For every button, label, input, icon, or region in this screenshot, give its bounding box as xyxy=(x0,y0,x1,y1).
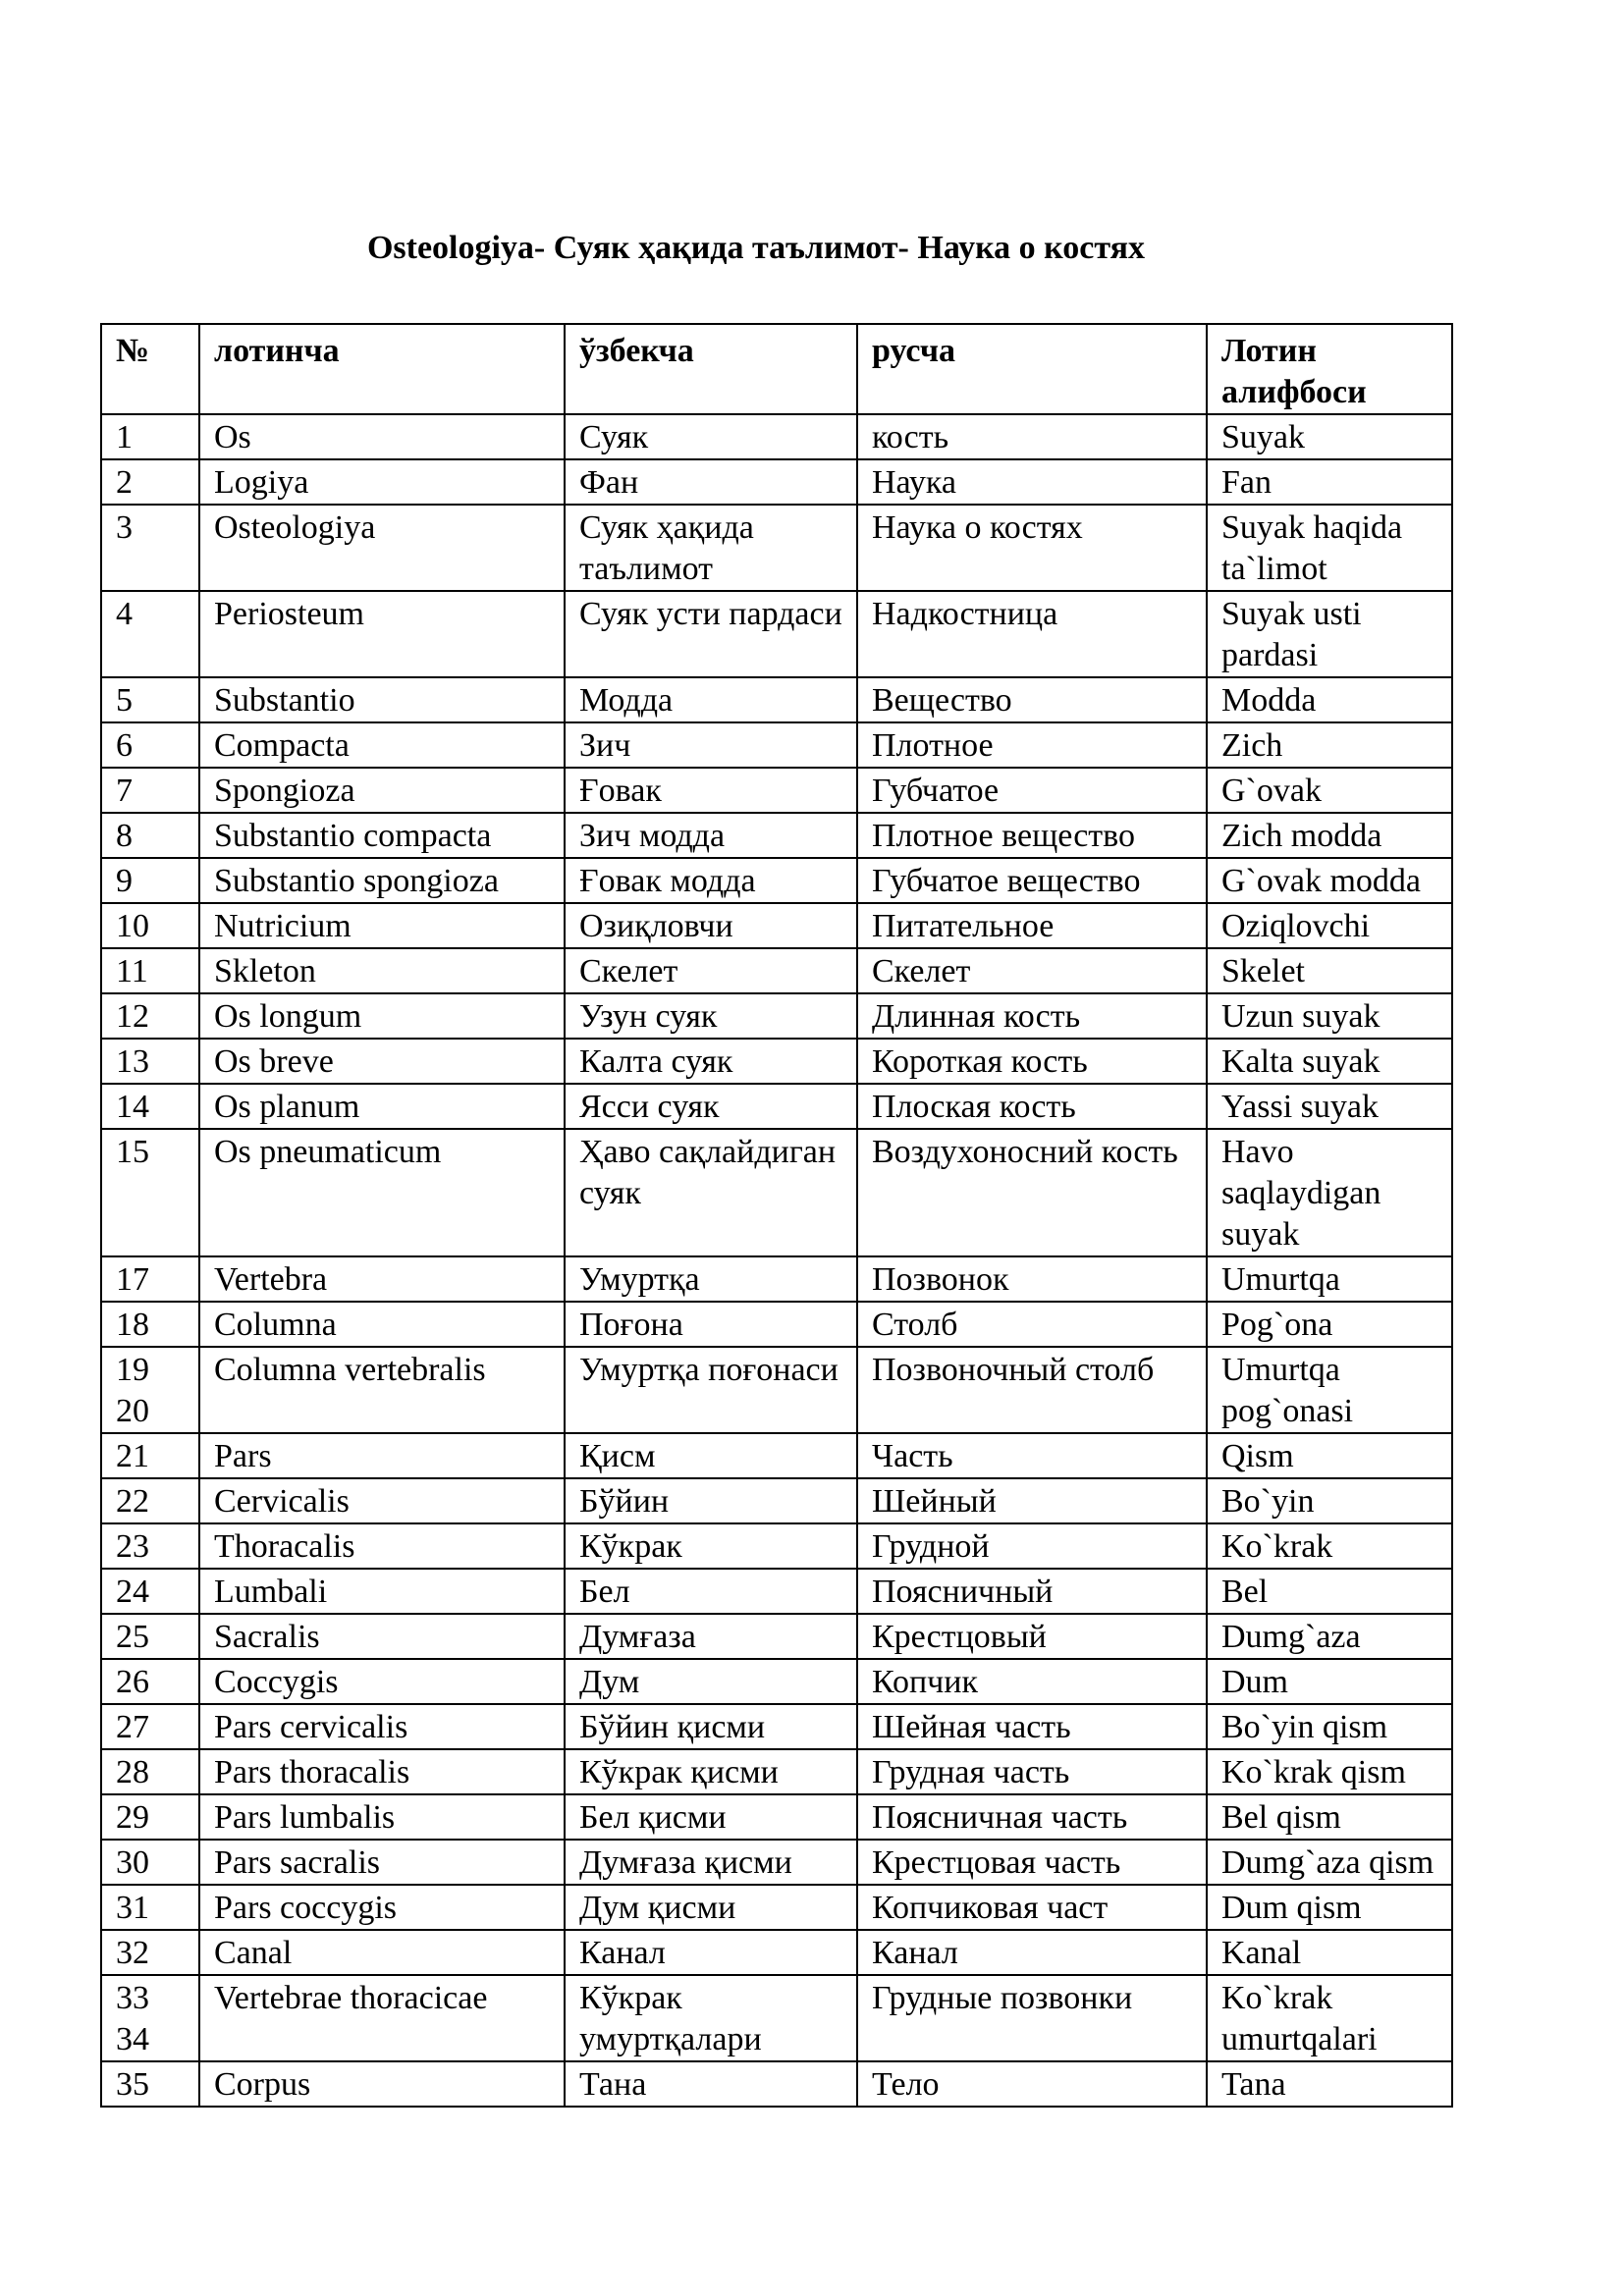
header-latin: лотинча xyxy=(199,324,565,414)
table-row xyxy=(101,722,1452,768)
uzbek-term: Думғаза xyxy=(565,1614,857,1659)
latin-term: Cervicalis xyxy=(199,1478,565,1523)
uzbek-latin-term: G`ovak xyxy=(1207,768,1452,813)
uzbek-latin-term: Dumg`aza xyxy=(1207,1614,1452,1659)
table-row xyxy=(101,1749,1452,1794)
row-number: 12 xyxy=(101,993,199,1039)
russian-term: Канал xyxy=(857,1930,1207,1975)
latin-term: Lumbali xyxy=(199,1569,565,1614)
table-row xyxy=(101,813,1452,858)
latin-term: Pars thoracalis xyxy=(199,1749,565,1794)
uzbek-latin-term: Suyak haqida ta`limot xyxy=(1207,505,1452,591)
russian-term: Скелет xyxy=(857,948,1207,993)
header-number: № xyxy=(101,324,199,414)
table-row xyxy=(101,2061,1452,2107)
uzbek-term: Думғаза қисми xyxy=(565,1840,857,1885)
latin-term: Pars coccygis xyxy=(199,1885,565,1930)
uzbek-latin-term: Modda xyxy=(1207,677,1452,722)
russian-term: Воздухоносний кость xyxy=(857,1129,1207,1256)
row-number: 24 xyxy=(101,1569,199,1614)
russian-term: Вещество xyxy=(857,677,1207,722)
latin-term: Logiya xyxy=(199,459,565,505)
table-row xyxy=(101,505,1452,591)
latin-term: Os planum xyxy=(199,1084,565,1129)
russian-term: Столб xyxy=(857,1302,1207,1347)
uzbek-latin-term: Zich xyxy=(1207,722,1452,768)
latin-term: Skleton xyxy=(199,948,565,993)
row-number: 33 34 xyxy=(101,1975,199,2061)
latin-term: Pars lumbalis xyxy=(199,1794,565,1840)
latin-term: Substantio spongioza xyxy=(199,858,565,903)
table-row xyxy=(101,1794,1452,1840)
uzbek-term: Қисм xyxy=(565,1433,857,1478)
row-number: 28 xyxy=(101,1749,199,1794)
russian-term: Крестцовый xyxy=(857,1614,1207,1659)
russian-term: Позвоночный столб xyxy=(857,1347,1207,1433)
table-row xyxy=(101,1256,1452,1302)
table-row xyxy=(101,1347,1452,1433)
latin-term: Substantio compacta xyxy=(199,813,565,858)
table-row xyxy=(101,1129,1452,1256)
uzbek-term: Кўкрак умуртқалари xyxy=(565,1975,857,2061)
russian-term: Наука xyxy=(857,459,1207,505)
table-row xyxy=(101,948,1452,993)
row-number: 29 xyxy=(101,1794,199,1840)
uzbek-latin-term: Ko`krak umurtqalari xyxy=(1207,1975,1452,2061)
table-header-row xyxy=(101,324,1452,414)
latin-term: Periosteum xyxy=(199,591,565,677)
uzbek-latin-term: Qism xyxy=(1207,1433,1452,1478)
uzbek-term: Кўкрак xyxy=(565,1523,857,1569)
table-row xyxy=(101,591,1452,677)
russian-term: Позвонок xyxy=(857,1256,1207,1302)
uzbek-term: Бўйин қисми xyxy=(565,1704,857,1749)
russian-term: Плотное xyxy=(857,722,1207,768)
russian-term: Грудной xyxy=(857,1523,1207,1569)
table-row xyxy=(101,858,1452,903)
uzbek-latin-term: Fan xyxy=(1207,459,1452,505)
row-number: 10 xyxy=(101,903,199,948)
russian-term: кость xyxy=(857,414,1207,459)
russian-term: Тело xyxy=(857,2061,1207,2107)
latin-term: Corpus xyxy=(199,2061,565,2107)
uzbek-latin-term: Havo saqlaydigan suyak xyxy=(1207,1129,1452,1256)
table-row xyxy=(101,1885,1452,1930)
table-body xyxy=(101,414,1452,2107)
table-row xyxy=(101,1302,1452,1347)
table-row xyxy=(101,1433,1452,1478)
table-row xyxy=(101,1478,1452,1523)
table-row xyxy=(101,459,1452,505)
uzbek-term: Поғона xyxy=(565,1302,857,1347)
uzbek-term: Дум қисми xyxy=(565,1885,857,1930)
russian-term: Надкостница xyxy=(857,591,1207,677)
row-number: 23 xyxy=(101,1523,199,1569)
russian-term: Грудные позвонки xyxy=(857,1975,1207,2061)
russian-term: Копчиковая част xyxy=(857,1885,1207,1930)
uzbek-latin-term: Pog`ona xyxy=(1207,1302,1452,1347)
latin-term: Thoracalis xyxy=(199,1523,565,1569)
uzbek-latin-term: Dum qism xyxy=(1207,1885,1452,1930)
latin-term: Spongioza xyxy=(199,768,565,813)
uzbek-latin-term: Ko`krak qism xyxy=(1207,1749,1452,1794)
latin-term: Vertebra xyxy=(199,1256,565,1302)
row-number: 9 xyxy=(101,858,199,903)
uzbek-latin-term: Bel qism xyxy=(1207,1794,1452,1840)
uzbek-term: Озиқловчи xyxy=(565,903,857,948)
latin-term: Nutricium xyxy=(199,903,565,948)
uzbek-term: Умуртқа xyxy=(565,1256,857,1302)
row-number: 7 xyxy=(101,768,199,813)
uzbek-latin-term: Yassi suyak xyxy=(1207,1084,1452,1129)
latin-term: Os pneumaticum xyxy=(199,1129,565,1256)
row-number: 31 xyxy=(101,1885,199,1930)
table-row xyxy=(101,1930,1452,1975)
uzbek-latin-term: Bo`yin xyxy=(1207,1478,1452,1523)
row-number: 11 xyxy=(101,948,199,993)
russian-term: Копчик xyxy=(857,1659,1207,1704)
uzbek-term: Бел xyxy=(565,1569,857,1614)
russian-term: Питательное xyxy=(857,903,1207,948)
latin-term: Canal xyxy=(199,1930,565,1975)
table-row xyxy=(101,1084,1452,1129)
uzbek-term: Скелет xyxy=(565,948,857,993)
row-number: 14 xyxy=(101,1084,199,1129)
row-number: 15 xyxy=(101,1129,199,1256)
uzbek-term: Кўкрак қисми xyxy=(565,1749,857,1794)
uzbek-latin-term: Kalta suyak xyxy=(1207,1039,1452,1084)
uzbek-term: Суяк ҳақида таълимот xyxy=(565,505,857,591)
russian-term: Губчатое xyxy=(857,768,1207,813)
russian-term: Грудная часть xyxy=(857,1749,1207,1794)
latin-term: Sacralis xyxy=(199,1614,565,1659)
uzbek-latin-term: Dumg`aza qism xyxy=(1207,1840,1452,1885)
row-number: 22 xyxy=(101,1478,199,1523)
uzbek-latin-term: Kanal xyxy=(1207,1930,1452,1975)
uzbek-latin-term: Bel xyxy=(1207,1569,1452,1614)
header-uzbek: ўзбекча xyxy=(565,324,857,414)
russian-term: Наука о костях xyxy=(857,505,1207,591)
table-row xyxy=(101,1523,1452,1569)
uzbek-latin-term: Uzun suyak xyxy=(1207,993,1452,1039)
russian-term: Плотное вещество xyxy=(857,813,1207,858)
row-number: 21 xyxy=(101,1433,199,1478)
russian-term: Шейная часть xyxy=(857,1704,1207,1749)
uzbek-term: Ясси суяк xyxy=(565,1084,857,1129)
uzbek-latin-term: Tana xyxy=(1207,2061,1452,2107)
uzbek-latin-term: Ko`krak xyxy=(1207,1523,1452,1569)
uzbek-term: Суяк xyxy=(565,414,857,459)
row-number: 2 xyxy=(101,459,199,505)
uzbek-term: Зич модда xyxy=(565,813,857,858)
table-row xyxy=(101,993,1452,1039)
uzbek-term: Тана xyxy=(565,2061,857,2107)
russian-term: Губчатое вещество xyxy=(857,858,1207,903)
latin-term: Compacta xyxy=(199,722,565,768)
header-russian: русча xyxy=(857,324,1207,414)
row-number: 32 xyxy=(101,1930,199,1975)
latin-term: Os breve xyxy=(199,1039,565,1084)
row-number: 13 xyxy=(101,1039,199,1084)
uzbek-latin-term: Umurtqa pog`onasi xyxy=(1207,1347,1452,1433)
latin-term: Pars cervicalis xyxy=(199,1704,565,1749)
table-row xyxy=(101,1039,1452,1084)
russian-term: Шейный xyxy=(857,1478,1207,1523)
uzbek-term: Бел қисми xyxy=(565,1794,857,1840)
latin-term: Os longum xyxy=(199,993,565,1039)
latin-term: Coccygis xyxy=(199,1659,565,1704)
row-number: 19 20 xyxy=(101,1347,199,1433)
row-number: 5 xyxy=(101,677,199,722)
uzbek-term: Зич xyxy=(565,722,857,768)
russian-term: Поясничный xyxy=(857,1569,1207,1614)
uzbek-latin-term: Zich modda xyxy=(1207,813,1452,858)
uzbek-latin-term: G`ovak modda xyxy=(1207,858,1452,903)
row-number: 30 xyxy=(101,1840,199,1885)
russian-term: Плоская кость xyxy=(857,1084,1207,1129)
uzbek-term: Калта суяк xyxy=(565,1039,857,1084)
uzbek-latin-term: Oziqlovchi xyxy=(1207,903,1452,948)
russian-term: Длинная кость xyxy=(857,993,1207,1039)
uzbek-term: Суяк усти пардаси xyxy=(565,591,857,677)
row-number: 18 xyxy=(101,1302,199,1347)
latin-term: Vertebrae thoracicae xyxy=(199,1975,565,2061)
latin-term: Pars xyxy=(199,1433,565,1478)
table-row xyxy=(101,1975,1452,2061)
row-number: 8 xyxy=(101,813,199,858)
uzbek-term: Модда xyxy=(565,677,857,722)
uzbek-latin-term: Bo`yin qism xyxy=(1207,1704,1452,1749)
russian-term: Короткая кость xyxy=(857,1039,1207,1084)
row-number: 35 xyxy=(101,2061,199,2107)
latin-term: Osteologiya xyxy=(199,505,565,591)
page-title: Osteologiya- Суяк ҳақида таълимот- Наука о костях xyxy=(366,230,1146,266)
latin-term: Substantio xyxy=(199,677,565,722)
table-row xyxy=(101,677,1452,722)
table-row xyxy=(101,1840,1452,1885)
uzbek-latin-term: Skelet xyxy=(1207,948,1452,993)
row-number: 4 xyxy=(101,591,199,677)
uzbek-term: Канал xyxy=(565,1930,857,1975)
latin-term: Pars sacralis xyxy=(199,1840,565,1885)
latin-term: Columna vertebralis xyxy=(199,1347,565,1433)
uzbek-term: Умуртқа поғонаси xyxy=(565,1347,857,1433)
uzbek-latin-term: Umurtqa xyxy=(1207,1256,1452,1302)
vocabulary-table xyxy=(100,323,1453,2108)
table-row xyxy=(101,768,1452,813)
latin-term: Columna xyxy=(199,1302,565,1347)
table-row xyxy=(101,903,1452,948)
uzbek-term: Дум xyxy=(565,1659,857,1704)
uzbek-term: Фан xyxy=(565,459,857,505)
row-number: 3 xyxy=(101,505,199,591)
uzbek-term: Ҳаво сақлайдиган суяк xyxy=(565,1129,857,1256)
uzbek-latin-term: Suyak usti pardasi xyxy=(1207,591,1452,677)
header-uzbek-latin: Лотин алифбоси xyxy=(1207,324,1452,414)
row-number: 1 xyxy=(101,414,199,459)
row-number: 6 xyxy=(101,722,199,768)
uzbek-latin-term: Suyak xyxy=(1207,414,1452,459)
russian-term: Поясничная часть xyxy=(857,1794,1207,1840)
table-row xyxy=(101,1569,1452,1614)
russian-term: Крестцовая часть xyxy=(857,1840,1207,1885)
table-row xyxy=(101,1614,1452,1659)
table-row xyxy=(101,1659,1452,1704)
latin-term: Os xyxy=(199,414,565,459)
table-row xyxy=(101,1704,1452,1749)
row-number: 25 xyxy=(101,1614,199,1659)
table-row xyxy=(101,414,1452,459)
uzbek-term: Бўйин xyxy=(565,1478,857,1523)
uzbek-term: Узун суяк xyxy=(565,993,857,1039)
uzbek-term: Ғовак xyxy=(565,768,857,813)
row-number: 17 xyxy=(101,1256,199,1302)
uzbek-latin-term: Dum xyxy=(1207,1659,1452,1704)
uzbek-term: Ғовак модда xyxy=(565,858,857,903)
russian-term: Часть xyxy=(857,1433,1207,1478)
row-number: 26 xyxy=(101,1659,199,1704)
row-number: 27 xyxy=(101,1704,199,1749)
